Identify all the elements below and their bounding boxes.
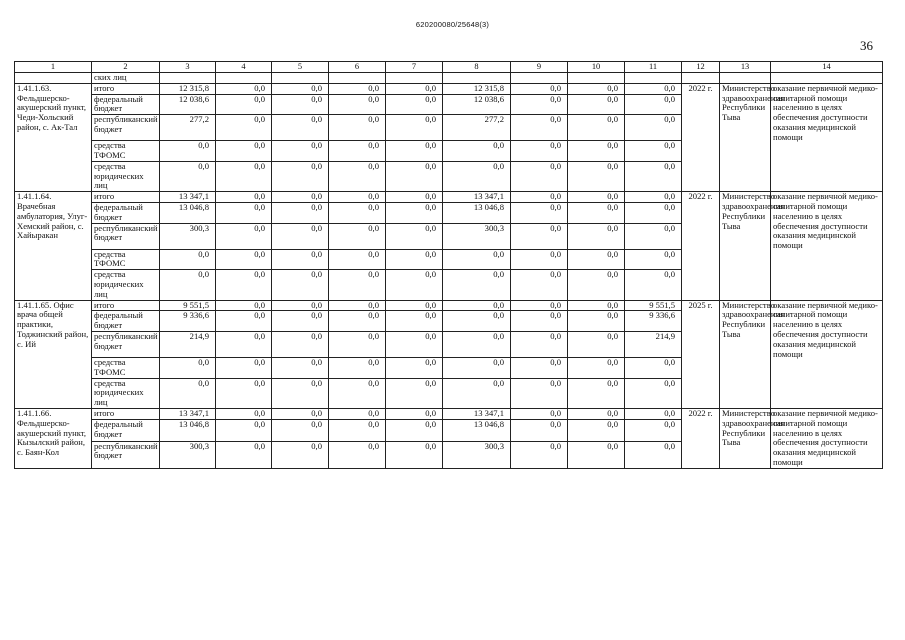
- table-cell: [329, 73, 386, 84]
- amount-cell: 0,0: [329, 420, 386, 441]
- table-cell: [15, 73, 92, 84]
- amount-cell: 13 347,1: [160, 192, 216, 203]
- purpose-text: оказание первичной медико-санитарной помощи населению в целях обеспечения доступности оказания медицинской помощи: [771, 83, 883, 191]
- amount-cell: 0,0: [329, 441, 386, 468]
- amount-cell: 0,0: [216, 357, 272, 378]
- amount-cell: 0,0: [511, 311, 568, 332]
- amount-cell: 0,0: [625, 223, 682, 249]
- amount-cell: 0,0: [216, 300, 272, 311]
- amount-cell: 0,0: [272, 408, 329, 419]
- amount-cell: 0,0: [625, 441, 682, 468]
- amount-cell: 0,0: [568, 223, 625, 249]
- funding-source: федеральный бюджет: [92, 94, 160, 115]
- amount-cell: 0,0: [568, 94, 625, 115]
- table-cell: [771, 73, 883, 84]
- amount-cell: 0,0: [511, 83, 568, 94]
- amount-cell: 0,0: [625, 202, 682, 223]
- amount-cell: 0,0: [625, 420, 682, 441]
- amount-cell: 0,0: [568, 357, 625, 378]
- amount-cell: 0,0: [272, 420, 329, 441]
- amount-cell: 0,0: [329, 223, 386, 249]
- budget-table: [14, 61, 883, 469]
- amount-cell: 0,0: [625, 115, 682, 141]
- amount-cell: 0,0: [216, 331, 272, 357]
- amount-cell: 0,0: [568, 202, 625, 223]
- purpose-text: оказание первичной медико-санитарной помощи населению в целях обеспечения доступности оказания медицинской помощи: [771, 408, 883, 468]
- page-number: 36: [860, 38, 873, 53]
- amount-cell: 0,0: [329, 357, 386, 378]
- amount-cell: 300,3: [160, 223, 216, 249]
- amount-cell: 0,0: [511, 115, 568, 141]
- amount-cell: 9 551,5: [160, 300, 216, 311]
- amount-cell: 0,0: [160, 249, 216, 270]
- amount-cell: 0,0: [386, 441, 443, 468]
- funding-source: средства юридических лиц: [92, 270, 160, 300]
- amount-cell: 0,0: [386, 161, 443, 191]
- column-number: 2: [92, 62, 160, 73]
- table-cell: [216, 73, 272, 84]
- completion-year: 2022 г.: [682, 83, 720, 191]
- amount-cell: 0,0: [511, 300, 568, 311]
- amount-cell: 0,0: [443, 331, 511, 357]
- amount-cell: 0,0: [272, 357, 329, 378]
- amount-cell: 0,0: [386, 141, 443, 162]
- funding-source: федеральный бюджет: [92, 311, 160, 332]
- amount-cell: 0,0: [386, 202, 443, 223]
- amount-cell: 0,0: [329, 300, 386, 311]
- purpose-text: оказание первичной медико-санитарной помощи населению в целях обеспечения доступности оказания медицинской помощи: [771, 300, 883, 408]
- amount-cell: 0,0: [272, 331, 329, 357]
- amount-cell: 0,0: [568, 300, 625, 311]
- funding-source: республиканский бюджет: [92, 115, 160, 141]
- table-cell: [568, 73, 625, 84]
- amount-cell: 0,0: [272, 300, 329, 311]
- funding-source: ских лиц: [92, 73, 160, 84]
- object-name: 1.41.1.63. Фельдшерско-акушерский пункт, Чеди-Хольский район, с. Ак-Тал: [15, 83, 92, 191]
- amount-cell: 0,0: [216, 83, 272, 94]
- amount-cell: 12 038,6: [443, 94, 511, 115]
- amount-cell: 0,0: [386, 331, 443, 357]
- amount-cell: 0,0: [568, 378, 625, 408]
- column-number: 12: [682, 62, 720, 73]
- funding-source: итого: [92, 408, 160, 419]
- amount-cell: 0,0: [386, 408, 443, 419]
- amount-cell: 12 038,6: [160, 94, 216, 115]
- amount-cell: 0,0: [329, 331, 386, 357]
- amount-cell: 0,0: [386, 94, 443, 115]
- completion-year: 2022 г.: [682, 192, 720, 300]
- amount-cell: 0,0: [568, 441, 625, 468]
- table-cell: [511, 73, 568, 84]
- amount-cell: 0,0: [625, 357, 682, 378]
- funding-source: средства юридических лиц: [92, 378, 160, 408]
- amount-cell: 0,0: [625, 192, 682, 203]
- amount-cell: 0,0: [216, 311, 272, 332]
- amount-cell: 0,0: [272, 441, 329, 468]
- amount-cell: 0,0: [443, 378, 511, 408]
- funding-source: федеральный бюджет: [92, 202, 160, 223]
- amount-cell: 0,0: [216, 202, 272, 223]
- amount-cell: 0,0: [216, 441, 272, 468]
- table-cell: [386, 73, 443, 84]
- object-name: 1.41.1.66. Фельдшерско-акушерский пункт, Кызылский район, с. Баян-Кол: [15, 408, 92, 468]
- funding-source: итого: [92, 83, 160, 94]
- amount-cell: 0,0: [329, 115, 386, 141]
- amount-cell: 0,0: [216, 94, 272, 115]
- funding-source: республиканский бюджет: [92, 331, 160, 357]
- completion-year: 2022 г.: [682, 408, 720, 468]
- amount-cell: 277,2: [160, 115, 216, 141]
- amount-cell: 0,0: [511, 270, 568, 300]
- funding-source: республиканский бюджет: [92, 441, 160, 468]
- column-number: 5: [272, 62, 329, 73]
- table-row: [15, 300, 883, 311]
- amount-cell: 0,0: [329, 161, 386, 191]
- amount-cell: 9 336,6: [625, 311, 682, 332]
- amount-cell: 0,0: [329, 311, 386, 332]
- amount-cell: 0,0: [511, 441, 568, 468]
- object-name: 1.41.1.64. Врачебная амбулатория, Улуг-Хемский район, с. Хайыракан: [15, 192, 92, 300]
- amount-cell: 0,0: [329, 83, 386, 94]
- table-row: [15, 83, 883, 94]
- amount-cell: 0,0: [216, 420, 272, 441]
- funding-source: средства ТФОМС: [92, 141, 160, 162]
- amount-cell: 214,9: [160, 331, 216, 357]
- amount-cell: 0,0: [443, 357, 511, 378]
- table-row: [15, 408, 883, 419]
- amount-cell: 0,0: [272, 270, 329, 300]
- funding-source: итого: [92, 300, 160, 311]
- amount-cell: 0,0: [511, 94, 568, 115]
- amount-cell: 0,0: [216, 141, 272, 162]
- amount-cell: 0,0: [386, 83, 443, 94]
- funding-source: республиканский бюджет: [92, 223, 160, 249]
- amount-cell: 0,0: [272, 161, 329, 191]
- amount-cell: 0,0: [272, 192, 329, 203]
- amount-cell: 0,0: [568, 331, 625, 357]
- table-cell: [160, 73, 216, 84]
- amount-cell: 0,0: [511, 141, 568, 162]
- amount-cell: 0,0: [160, 141, 216, 162]
- column-number: 11: [625, 62, 682, 73]
- amount-cell: 0,0: [216, 249, 272, 270]
- amount-cell: 0,0: [329, 249, 386, 270]
- amount-cell: 0,0: [625, 141, 682, 162]
- amount-cell: 12 315,8: [443, 83, 511, 94]
- amount-cell: 0,0: [386, 115, 443, 141]
- amount-cell: 0,0: [272, 223, 329, 249]
- amount-cell: 0,0: [272, 378, 329, 408]
- amount-cell: 0,0: [568, 161, 625, 191]
- amount-cell: 0,0: [386, 378, 443, 408]
- funding-source: средства ТФОМС: [92, 249, 160, 270]
- amount-cell: 0,0: [216, 192, 272, 203]
- amount-cell: 0,0: [386, 420, 443, 441]
- amount-cell: 0,0: [216, 161, 272, 191]
- amount-cell: 0,0: [329, 192, 386, 203]
- amount-cell: 0,0: [511, 378, 568, 408]
- column-number: 9: [511, 62, 568, 73]
- column-number: 8: [443, 62, 511, 73]
- amount-cell: 0,0: [329, 94, 386, 115]
- amount-cell: 9 336,6: [160, 311, 216, 332]
- amount-cell: 0,0: [386, 300, 443, 311]
- amount-cell: 0,0: [443, 141, 511, 162]
- amount-cell: 0,0: [625, 83, 682, 94]
- amount-cell: 0,0: [272, 83, 329, 94]
- amount-cell: 0,0: [386, 249, 443, 270]
- completion-year: 2025 г.: [682, 300, 720, 408]
- amount-cell: 300,3: [443, 441, 511, 468]
- column-number: 1: [15, 62, 92, 73]
- purpose-text: оказание первичной медико-санитарной помощи населению в целях обеспечения доступности оказания медицинской помощи: [771, 192, 883, 300]
- amount-cell: 0,0: [216, 408, 272, 419]
- amount-cell: 0,0: [625, 270, 682, 300]
- column-number: 14: [771, 62, 883, 73]
- amount-cell: 0,0: [625, 378, 682, 408]
- amount-cell: 0,0: [511, 408, 568, 419]
- responsible-organization: Министерство здравоохранения Республики Тыва: [720, 192, 771, 300]
- amount-cell: 0,0: [216, 223, 272, 249]
- amount-cell: 0,0: [443, 270, 511, 300]
- continuation-row: [15, 73, 883, 84]
- amount-cell: 0,0: [511, 420, 568, 441]
- object-name: 1.41.1.65. Офис врача общей практики, Тоджинский район, с. Ий: [15, 300, 92, 408]
- amount-cell: 0,0: [216, 378, 272, 408]
- table-row: [15, 192, 883, 203]
- amount-cell: 0,0: [625, 161, 682, 191]
- table-cell: [272, 73, 329, 84]
- amount-cell: 0,0: [160, 161, 216, 191]
- amount-cell: 214,9: [625, 331, 682, 357]
- amount-cell: 0,0: [386, 357, 443, 378]
- amount-cell: 0,0: [443, 161, 511, 191]
- column-number: 6: [329, 62, 386, 73]
- amount-cell: 0,0: [272, 115, 329, 141]
- amount-cell: 0,0: [386, 311, 443, 332]
- table-cell: [443, 73, 511, 84]
- amount-cell: 0,0: [160, 378, 216, 408]
- column-number: 3: [160, 62, 216, 73]
- amount-cell: 0,0: [386, 270, 443, 300]
- amount-cell: 0,0: [625, 249, 682, 270]
- amount-cell: 0,0: [511, 249, 568, 270]
- amount-cell: 0,0: [568, 249, 625, 270]
- document-header-id: 620200080/25648(3): [415, 20, 490, 29]
- amount-cell: 300,3: [160, 441, 216, 468]
- amount-cell: 0,0: [443, 300, 511, 311]
- amount-cell: 13 347,1: [443, 408, 511, 419]
- amount-cell: 0,0: [160, 357, 216, 378]
- amount-cell: 0,0: [568, 420, 625, 441]
- funding-source: средства ТФОМС: [92, 357, 160, 378]
- amount-cell: 0,0: [216, 270, 272, 300]
- amount-cell: 300,3: [443, 223, 511, 249]
- amount-cell: 9 551,5: [625, 300, 682, 311]
- column-number: 4: [216, 62, 272, 73]
- responsible-organization: Министерство здравоохранения Республики Тыва: [720, 408, 771, 468]
- amount-cell: 0,0: [329, 141, 386, 162]
- amount-cell: 0,0: [216, 115, 272, 141]
- amount-cell: 0,0: [160, 270, 216, 300]
- amount-cell: 0,0: [625, 408, 682, 419]
- amount-cell: 0,0: [511, 161, 568, 191]
- amount-cell: 0,0: [386, 223, 443, 249]
- amount-cell: 0,0: [568, 115, 625, 141]
- amount-cell: 0,0: [568, 192, 625, 203]
- funding-source: федеральный бюджет: [92, 420, 160, 441]
- amount-cell: 0,0: [272, 202, 329, 223]
- amount-cell: 0,0: [568, 141, 625, 162]
- amount-cell: 0,0: [443, 311, 511, 332]
- amount-cell: 0,0: [511, 223, 568, 249]
- responsible-organization: Министерство здравоохранения Республики Тыва: [720, 83, 771, 191]
- amount-cell: 0,0: [568, 83, 625, 94]
- table-cell: [625, 73, 682, 84]
- amount-cell: 0,0: [329, 270, 386, 300]
- table-cell: [720, 73, 771, 84]
- amount-cell: 0,0: [272, 94, 329, 115]
- amount-cell: 0,0: [511, 331, 568, 357]
- amount-cell: 0,0: [625, 94, 682, 115]
- amount-cell: 0,0: [511, 192, 568, 203]
- amount-cell: 0,0: [568, 408, 625, 419]
- amount-cell: 0,0: [568, 270, 625, 300]
- amount-cell: 12 315,8: [160, 83, 216, 94]
- amount-cell: 0,0: [272, 141, 329, 162]
- amount-cell: 13 046,8: [443, 420, 511, 441]
- responsible-organization: Министерство здравоохранения Республики Тыва: [720, 300, 771, 408]
- amount-cell: 0,0: [511, 202, 568, 223]
- amount-cell: 0,0: [329, 202, 386, 223]
- amount-cell: 13 046,8: [160, 420, 216, 441]
- column-number: 7: [386, 62, 443, 73]
- amount-cell: 13 046,8: [443, 202, 511, 223]
- amount-cell: 0,0: [272, 249, 329, 270]
- amount-cell: 13 347,1: [443, 192, 511, 203]
- amount-cell: 0,0: [568, 311, 625, 332]
- funding-source: итого: [92, 192, 160, 203]
- column-number: 13: [720, 62, 771, 73]
- amount-cell: 0,0: [443, 249, 511, 270]
- amount-cell: 13 347,1: [160, 408, 216, 419]
- funding-source: средства юридических лиц: [92, 161, 160, 191]
- amount-cell: 0,0: [329, 408, 386, 419]
- amount-cell: 0,0: [511, 357, 568, 378]
- amount-cell: 277,2: [443, 115, 511, 141]
- column-number-row: [15, 62, 883, 73]
- amount-cell: 0,0: [329, 378, 386, 408]
- amount-cell: 0,0: [386, 192, 443, 203]
- table-cell: [682, 73, 720, 84]
- amount-cell: 0,0: [272, 311, 329, 332]
- column-number: 10: [568, 62, 625, 73]
- amount-cell: 13 046,8: [160, 202, 216, 223]
